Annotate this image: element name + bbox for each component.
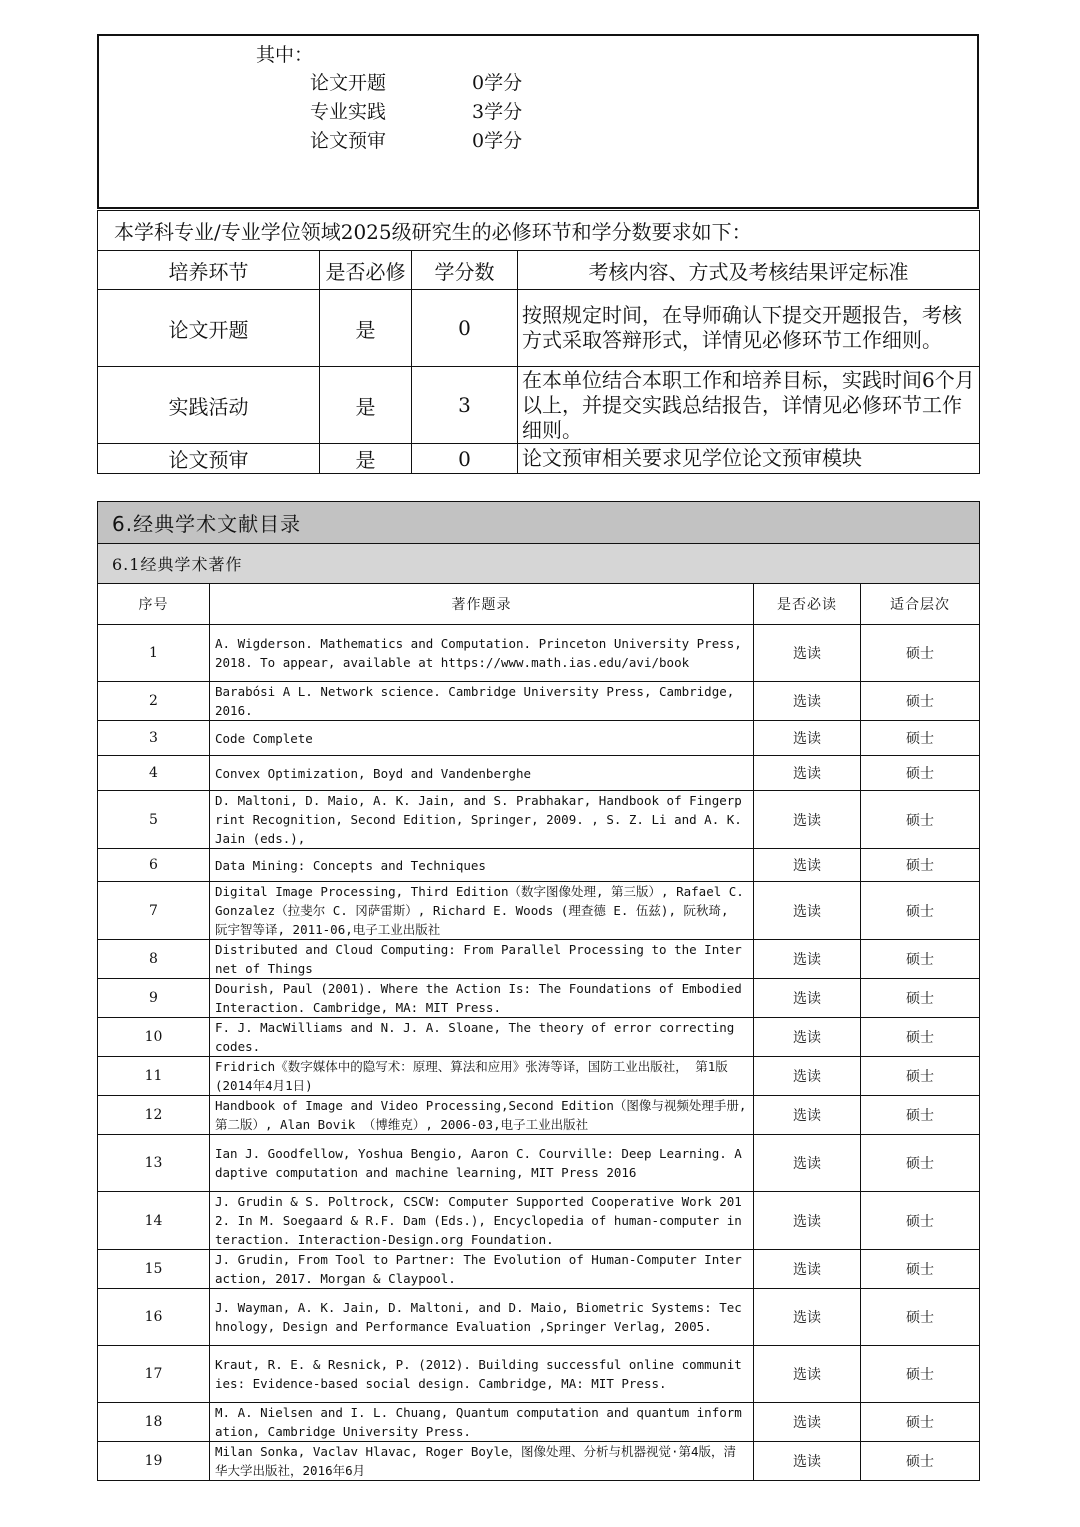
link-required: 是 — [320, 444, 412, 474]
table-row — [98, 721, 980, 756]
book-citation: Handbook of Image and Video Processing,Second Edition（图像与视频处理手册, 第二版）, Alan Bovik （博维克）, 2006-03,电子工业出版社 — [210, 1096, 754, 1135]
book-citation: A. Wigderson. Mathematics and Computation. Princeton University Press, 2018. To appear, available at https://www.math.ias.edu/avi/book — [210, 625, 754, 682]
table-row — [98, 1192, 980, 1250]
link-description: 按照规定时间，在导师确认下提交开题报告，考核方式采取答辩形式，详情见必修环节工作细则。 — [518, 290, 980, 367]
credit-item-name: 专业实践 — [310, 101, 387, 123]
link-credits: 3 — [412, 367, 518, 444]
header-cell: 是否必修 — [320, 251, 412, 290]
credit-item-name: 论文预审 — [310, 130, 387, 152]
header-cell: 考核内容、方式及考核结果评定标准 — [518, 251, 980, 290]
required-flag: 选读 — [754, 1192, 861, 1250]
book-citation: J. Wayman, A. K. Jain, D. Maltoni, and D. Maio, Biometric Systems: Technology, Design and Performance Evaluation ,Springer Verlag, 2005. — [210, 1289, 754, 1346]
suitable-level: 硕士 — [861, 721, 980, 756]
row-number: 13 — [98, 1135, 210, 1192]
suitable-level: 硕士 — [861, 1018, 980, 1057]
literature-body — [98, 625, 980, 1481]
book-citation: Convex Optimization, Boyd and Vandenberghe — [210, 756, 754, 791]
required-links-title: 本学科专业/专业学位领域2025级研究生的必修环节和学分数要求如下： — [98, 211, 980, 251]
suitable-level: 硕士 — [861, 1403, 980, 1442]
table-row — [98, 849, 980, 882]
suitable-level: 硕士 — [861, 882, 980, 940]
required-flag: 选读 — [754, 1135, 861, 1192]
credit-item — [310, 68, 522, 95]
table-row — [98, 625, 980, 682]
suitable-level: 硕士 — [861, 1289, 980, 1346]
book-citation: Data Mining: Concepts and Techniques — [210, 849, 754, 882]
credit-item — [310, 126, 522, 153]
suitable-level: 硕士 — [861, 1057, 980, 1096]
section-title: 6.经典学术文献目录 — [98, 502, 980, 544]
book-citation: Dourish, Paul (2001). Where the Action Is: The Foundations of Embodied Interaction. Cambridge, MA: MIT Press. — [210, 979, 754, 1018]
book-citation: F. J. MacWilliams and N. J. A. Sloane, The theory of error correcting codes. — [210, 1018, 754, 1057]
book-citation: Code Complete — [210, 721, 754, 756]
suitable-level: 硕士 — [861, 625, 980, 682]
row-number: 6 — [98, 849, 210, 882]
header-cell: 著作题录 — [210, 584, 754, 625]
row-number: 9 — [98, 979, 210, 1018]
table-row — [98, 1250, 980, 1289]
table-row — [98, 682, 980, 721]
required-flag: 选读 — [754, 1289, 861, 1346]
credit-item-value: 0学分 — [472, 130, 523, 152]
table-row — [98, 1057, 980, 1096]
header-cell: 适合层次 — [861, 584, 980, 625]
row-number: 18 — [98, 1403, 210, 1442]
required-flag: 选读 — [754, 1346, 861, 1403]
link-required: 是 — [320, 367, 412, 444]
row-number: 16 — [98, 1289, 210, 1346]
subsection-title: 6.1经典学术著作 — [98, 544, 980, 584]
required-flag: 选读 — [754, 1018, 861, 1057]
header-cell: 培养环节 — [98, 251, 320, 290]
row-number: 19 — [98, 1442, 210, 1481]
row-number: 17 — [98, 1346, 210, 1403]
table-row — [98, 1096, 980, 1135]
credit-item — [310, 97, 522, 124]
table-row — [98, 791, 980, 849]
table-row — [98, 1018, 980, 1057]
table-row — [98, 1135, 980, 1192]
book-citation: Kraut, R. E. & Resnick, P. (2012). Building successful online communities: Evidence-based social design. Cambridge, MA: MIT Press. — [210, 1346, 754, 1403]
book-citation: Distributed and Cloud Computing: From Parallel Processing to the Internet of Things — [210, 940, 754, 979]
required-flag: 选读 — [754, 682, 861, 721]
required-flag: 选读 — [754, 882, 861, 940]
suitable-level: 硕士 — [861, 756, 980, 791]
suitable-level: 硕士 — [861, 791, 980, 849]
book-citation: J. Grudin, From Tool to Partner: The Evolution of Human-Computer Interaction, 2017. Morgan & Claypool. — [210, 1250, 754, 1289]
row-number: 10 — [98, 1018, 210, 1057]
link-name: 论文开题 — [98, 290, 320, 367]
required-flag: 选读 — [754, 625, 861, 682]
link-description: 在本单位结合本职工作和培养目标，实践时间6个月以上，并提交实践总结报告，详情见必修环节工作细则。 — [518, 367, 980, 444]
subsection-title-row — [98, 544, 980, 584]
row-number: 12 — [98, 1096, 210, 1135]
section-title-row — [98, 502, 980, 544]
suitable-level: 硕士 — [861, 849, 980, 882]
required-flag: 选读 — [754, 1403, 861, 1442]
table-row — [98, 940, 980, 979]
suitable-level: 硕士 — [861, 682, 980, 721]
book-citation: Digital Image Processing, Third Edition（数字图像处理, 第三版）, Rafael C. Gonzalez（拉斐尔 C. 冈萨雷斯）, Richard E. Woods (理查德 E. 伍兹), 阮秋琦, 阮宇智等译, 2011-06,电子工业出版社 — [210, 882, 754, 940]
table-row — [98, 756, 980, 791]
suitable-level: 硕士 — [861, 1250, 980, 1289]
row-number: 11 — [98, 1057, 210, 1096]
table-row — [98, 444, 980, 474]
book-citation: D. Maltoni, D. Maio, A. K. Jain, and S. Prabhakar, Handbook of Fingerprint Recognition, Second Edition, Springer, 2009. , S. Z. Li and A. K. Jain (eds.), — [210, 791, 754, 849]
required-links-header-row — [98, 251, 980, 290]
literature-header-row — [98, 584, 980, 625]
table-row — [98, 367, 980, 444]
required-flag: 选读 — [754, 1057, 861, 1096]
required-flag: 选读 — [754, 1442, 861, 1481]
credit-item-name: 论文开题 — [310, 72, 387, 94]
credit-item-value: 3学分 — [472, 101, 523, 123]
required-flag: 选读 — [754, 756, 861, 791]
table-row — [98, 882, 980, 940]
suitable-level: 硕士 — [861, 1442, 980, 1481]
header-cell: 是否必读 — [754, 584, 861, 625]
table-row — [98, 1442, 980, 1481]
row-number: 7 — [98, 882, 210, 940]
row-number: 1 — [98, 625, 210, 682]
book-citation: Milan Sonka, Vaclav Hlavac, Roger Boyle，图像处理、分析与机器视觉·第4版，清华大学出版社，2016年6月 — [210, 1442, 754, 1481]
suitable-level: 硕士 — [861, 1096, 980, 1135]
required-flag: 选读 — [754, 721, 861, 756]
credit-summary-box — [97, 34, 979, 209]
required-flag: 选读 — [754, 1250, 861, 1289]
row-number: 2 — [98, 682, 210, 721]
required-flag: 选读 — [754, 940, 861, 979]
table-row — [98, 1346, 980, 1403]
table-row — [98, 979, 980, 1018]
required-links-table — [97, 210, 980, 474]
header-cell: 学分数 — [412, 251, 518, 290]
row-number: 5 — [98, 791, 210, 849]
book-citation: M. A. Nielsen and I. L. Chuang, Quantum computation and quantum information, Cambridge University Press. — [210, 1403, 754, 1442]
suitable-level: 硕士 — [861, 1135, 980, 1192]
book-citation: J. Grudin & S. Poltrock, CSCW: Computer Supported Cooperative Work 2012. In M. Soegaard & R.F. Dam (Eds.), Encyclopedia of human-computer interaction. Interaction-Design.org Foundation. — [210, 1192, 754, 1250]
row-number: 8 — [98, 940, 210, 979]
suitable-level: 硕士 — [861, 1192, 980, 1250]
credit-item-value: 0学分 — [472, 72, 523, 94]
link-required: 是 — [320, 290, 412, 367]
book-citation: Barabósi A L. Network science. Cambridge University Press, Cambridge, 2016. — [210, 682, 754, 721]
required-flag: 选读 — [754, 849, 861, 882]
suitable-level: 硕士 — [861, 979, 980, 1018]
table-row — [98, 290, 980, 367]
link-credits: 0 — [412, 290, 518, 367]
required-flag: 选读 — [754, 979, 861, 1018]
link-credits: 0 — [412, 444, 518, 474]
link-name: 实践活动 — [98, 367, 320, 444]
required-flag: 选读 — [754, 791, 861, 849]
table-row — [98, 1289, 980, 1346]
required-flag: 选读 — [754, 1096, 861, 1135]
row-number: 15 — [98, 1250, 210, 1289]
link-description: 论文预审相关要求见学位论文预审模块 — [518, 444, 980, 474]
required-links-title-row — [98, 211, 980, 251]
book-citation: Fridrich《数字媒体中的隐写术：原理、算法和应用》张涛等译，国防工业出版社， 第1版 (2014年4月1日) — [210, 1057, 754, 1096]
suitable-level: 硕士 — [861, 940, 980, 979]
row-number: 14 — [98, 1192, 210, 1250]
book-citation: Ian J. Goodfellow, Yoshua Bengio, Aaron C. Courville: Deep Learning. Adaptive computation and machine learning, MIT Press 2016 — [210, 1135, 754, 1192]
row-number: 3 — [98, 721, 210, 756]
link-name: 论文预审 — [98, 444, 320, 474]
credit-heading: 其中： — [256, 44, 314, 66]
header-cell: 序号 — [98, 584, 210, 625]
row-number: 4 — [98, 756, 210, 791]
literature-table — [97, 501, 980, 1481]
table-row — [98, 1403, 980, 1442]
suitable-level: 硕士 — [861, 1346, 980, 1403]
